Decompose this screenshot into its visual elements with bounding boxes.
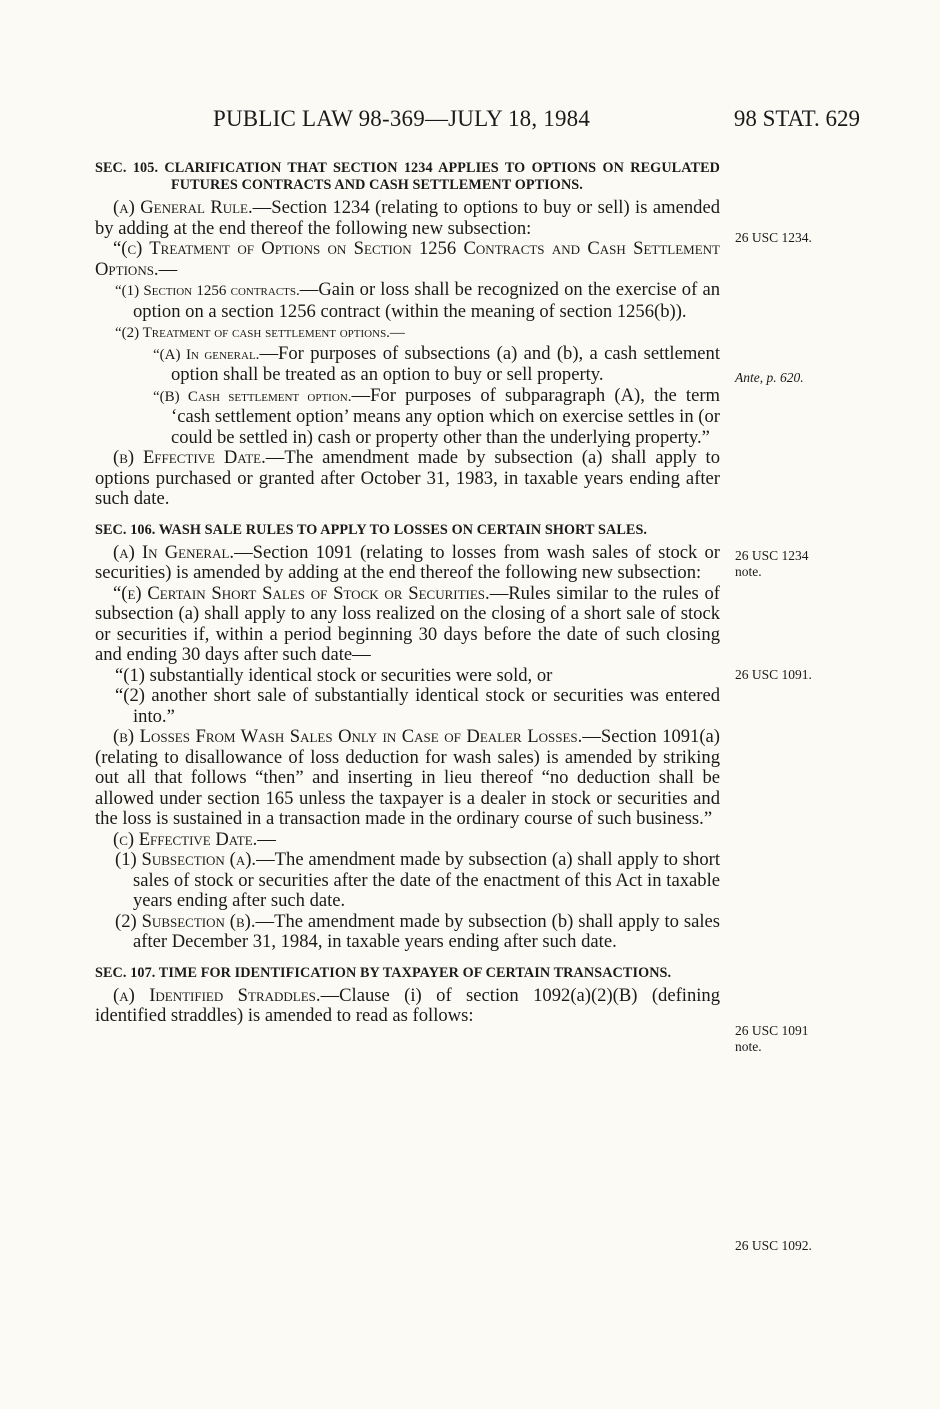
sec106-c1-label: (1) Subsection (a).: [115, 849, 257, 870]
margin-note-26-usc-1091: 26 USC 1091.: [735, 667, 812, 682]
sec106-c1-text: —The amendment made by subsection (a) shall apply to short sales of stock or securities after the date of the enactment of this Act in taxable years ending after such date.: [133, 849, 720, 911]
margin-note-26-usc-1234-note: 26 USC 1234 note.: [735, 548, 809, 579]
margin-note-26-usc-1234: 26 USC 1234.: [735, 230, 812, 245]
sec106-c2: [95, 912, 720, 953]
sec105-c2A-text: —For purposes of subsections (a) and (b), a cash settlement option shall be treated as an option to buy or sell property.: [171, 342, 720, 385]
law-title: PUBLIC LAW 98-369—JULY 18, 1984: [213, 106, 591, 131]
sec106-e-text: —Rules similar to the rules of subsection (a) shall apply to any loss realized on the closing of a short sale of stock or securities if, within a period beginning 30 days before the date of such closing and ending 30 days after such date—: [95, 582, 720, 665]
sec106-b-text: —Section 1091(a) (relating to disallowance of loss deduction for wash sales) is amended by striking out all that follows “then” and inserting in lieu thereof “no deduction shall be allowed under section 165 unless the taxpayer is a dealer in stock or securities and the loss is sustained in a transaction made in the ordinary course of such business.”: [95, 726, 720, 829]
sec105-c1: [95, 280, 720, 322]
sec105-a-text: —Section 1234 (relating to options to buy or sell) is amended by adding at the end thereof the following new subsection:: [95, 197, 720, 239]
sec106-subsection-b: [95, 727, 720, 830]
margin-note-26-usc-1091-note: 26 USC 1091 note.: [735, 1023, 809, 1054]
sec106-c2-label: (2) Subsection (b).: [115, 910, 256, 932]
sec105-subsection-b: [95, 448, 720, 510]
page-header: [95, 106, 860, 140]
stat-page-number: 98 STAT. 629: [733, 106, 860, 131]
sec105-a-label: (a) General Rule.: [113, 197, 253, 218]
sec106-e2: “(2) another short sale of substantially identical stock or securities was entered into.”: [115, 685, 720, 727]
sec106-subsection-a: [95, 543, 720, 584]
sec105-c2: [95, 322, 720, 344]
sec106-c-label: (c) Effective Date.—: [113, 828, 276, 850]
sec106-e1: “(1) substantially identical stock or securities were sold, or: [115, 664, 553, 686]
sec106-e-label: “(e) Certain Short Sales of Stock or Securities.: [113, 582, 490, 604]
margin-note-26-usc-1092: 26 USC 1092.: [735, 1238, 812, 1253]
sec105-c-label: “(c) Treatment of Options on Section 1256 Contracts and Cash Settlement Options.—: [95, 238, 720, 280]
sec106-a-text: —Section 1091 (relating to losses from wash sales of stock or securities) is amended by adding at the end thereof the following new subsection:: [95, 541, 720, 583]
sec105-c2B: [95, 386, 720, 449]
section-107-heading: SEC. 107. TIME FOR IDENTIFICATION BY TAXPAYER OF CERTAIN TRANSACTIONS.: [95, 964, 672, 981]
sec106-c2-text: —The amendment made by subsection (b) shall apply to sales after December 31, 1984, in taxable years ending after such date.: [133, 910, 720, 952]
section-106-heading: SEC. 106. WASH SALE RULES TO APPLY TO LOSSES ON CERTAIN SHORT SALES.: [95, 521, 648, 538]
sec106-b-label: (b) Losses From Wash Sales Only in Case of Dealer Losses.: [113, 726, 583, 747]
sec105-subsection-a: [95, 198, 720, 239]
sec105-b-text: —The amendment made by subsection (a) shall apply to options purchased or granted after October 31, 1983, in taxable years ending after such date.: [95, 447, 720, 509]
sec106-a-label: (a) In General.: [113, 541, 235, 563]
sec107-a-text: —Clause (i) of section 1092(a)(2)(B) (defining identified straddles) is amended to read as follows:: [95, 984, 720, 1026]
sec105-c1-text: —Gain or loss shall be recognized on the exercise of an option on a section 1256 contract (within the meaning of section 1256(b)).: [133, 279, 721, 322]
sec107-a-label: (a) Identified Straddles.: [113, 984, 321, 1006]
sec106-subsection-c: [95, 830, 720, 851]
sec105-c1-label: “(1) Section 1256 contracts.: [115, 283, 300, 299]
sec105-c2A-label: “(A) In general.: [153, 346, 260, 363]
sec105-c2B-text: —For purposes of subparagraph (A), the term ‘cash settlement option’ means any option which on exercise settles in (or could be settled in) cash or property other than the underlying property.”: [171, 384, 720, 448]
sec106-c1: [95, 850, 720, 912]
sec106-e: [95, 584, 720, 666]
section-105-heading: SEC. 105. CLARIFICATION THAT SECTION 1234 APPLIES TO OPTIONS ON REGULATED FUTURES CONTRACTS AND CASH SETTLEMENT OPTIONS.: [95, 160, 720, 193]
sec105-c-heading: [95, 239, 720, 280]
document-body: [95, 155, 720, 1027]
margin-note-ante-text: Ante, p. 620.: [735, 370, 804, 385]
sec105-c2-label: “(2) Treatment of cash settlement options.—: [115, 325, 405, 341]
sec107-subsection-a: [95, 986, 720, 1027]
sec105-c2B-label: “(B) Cash settlement option.: [153, 388, 352, 405]
margin-note-ante-620: [735, 370, 855, 386]
sec105-c2A: [95, 344, 720, 386]
sec105-b-label: (b) Effective Date.: [113, 447, 266, 468]
